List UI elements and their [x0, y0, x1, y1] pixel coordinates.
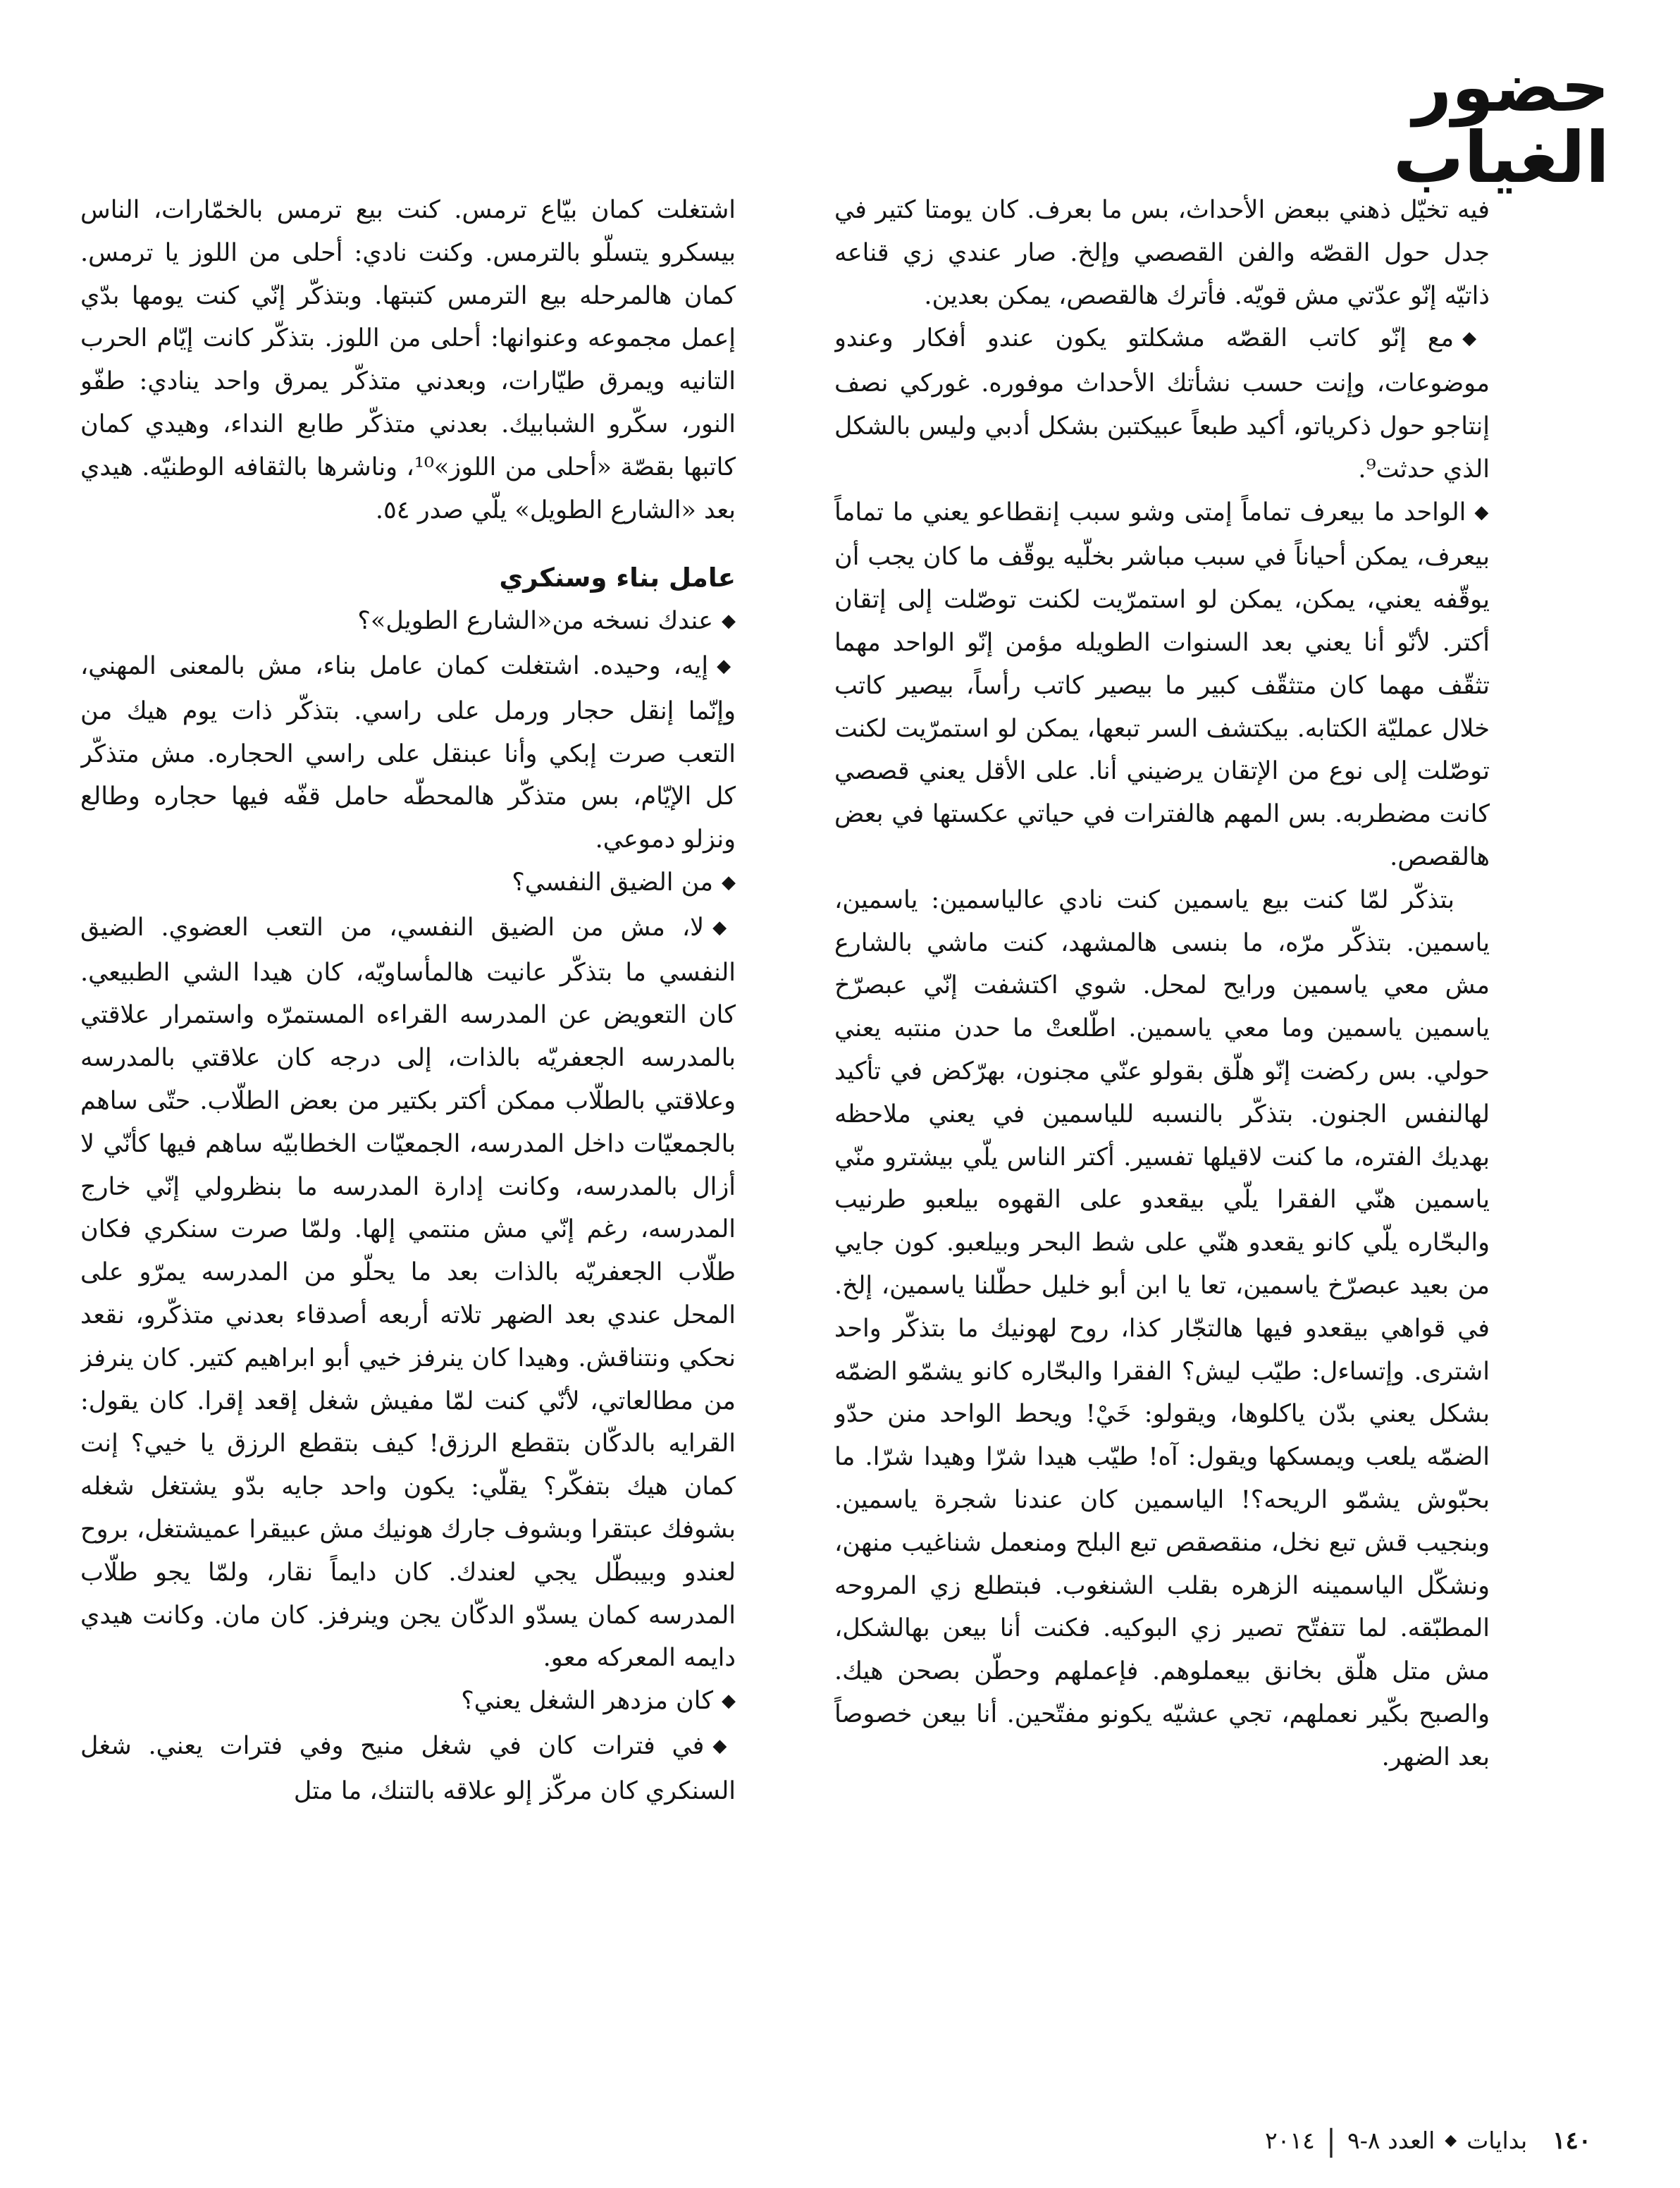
page-footer	[1265, 2123, 1591, 2158]
left-column	[80, 189, 736, 2057]
paragraph: فيه تخيّل ذهني ببعض الأحداث، بس ما بعرف. كان يومتا كتير في جدل حول القصّه والفن القصصي وإلخ. صار عندي زي قناعه ذاتيّه إنّو عدّتي مش قويّه. فأترك هالقصص، يمكن بعدين.	[834, 196, 1490, 310]
section-heading: عامل بناء وسنكري	[499, 563, 736, 594]
answer: ◆ الواحد ما بيعرف تماماً إمتى وشو سبب إنقطاعو يعني ما تماماً بيعرف، يمكن أحياناً في سبب مباشر بخلّيه يوقّف ما كان يجب أن يوقّفه يعني، يمكن، يمكن لو استمرّيت لكنت توصّلت إلى إتقان أكتر. لأنّو أنا يعني بعد السنوات الطويله مؤمن إنّو الواحد مهما تثقّف مهما كان متثقّف كبير ما بيصير كاتب رأساً، بيصير كاتب خلال عمليّة الكتابه. بيكتشف السر تبعها، يمكن لو استمرّيت لكنت توصّلت إلى نوع من الإتقان يرضيني أنا. على الأقل يعني قصصي كانت مضطربه. بس المهم هالفترات في حياتي عكستها في بعض هالقصص.	[834, 491, 1490, 879]
answer: ◆ لا، مش من الضيق النفسي، من التعب العضوي. الضيق النفسي ما بتذكّر عانيت هالمأساويّه، كان هيدا الشي الطبيعي. كان التعويض عن المدرسه القراءه المستمرّه واستمرار علاقتي بالمدرسه الجعفريّه بالذات، إلى درجه كان علاقتي بالمدرسه وعلاقتي بالطلّاب ممكن أكتر بكتير من بعض الطلّاب. حتّى ساهم بالجمعيّات داخل المدرسه، الجمعيّات الخطابيّه ساهم فيها كأنّي لا أزال بالمدرسه، وكانت إدارة المدرسه ما بنظرولي إنّي خارج المدرسه، رغم إنّي مش منتمي إلها. ولمّا صرت سنكري فكان طلّاب الجعفريّه بالذات بعد ما يحلّو من المدرسه يمرّو على المحل عندي بعد الضهر تلاته أربعه أصدقاء بعدني متذكّرو، نقعد نحكي ونتناقش. وهيدا كان ينرفز خيي أبو ابراهيم كتير. كان ينرفز من مطالعاتي، لأنّي كنت لمّا مفيش شغل إقعد إقرا. كان يقول: القرايه بالدكّان بتقطع الرزق! كيف بتقطع الرزق يا خيي؟ إنت كمان هيك بتفكّر؟ يقلّي: يكون واحد جايه بدّو يشتغل شغله بشوفك عبتقرا وبشوف جارك هونيك مش عبيقرا عميشتغل، بروح لعندو وبيبطّل يجي لعندك. كان دايماً نقار، ولمّا يجو طلّاب المدرسه كمان يسدّو الدكّان يجن وينرفز. كان مان. وكانت هيدي دايمه المعركه معو.	[80, 906, 736, 1680]
right-column	[834, 189, 1490, 2057]
logo-line-2: الغياب	[1392, 116, 1610, 199]
issue-number: العدد ٨-٩	[1347, 2127, 1435, 2154]
question: ◆ كان مزدهر الشغل يعني؟	[80, 1680, 736, 1725]
section-logo	[1384, 48, 1610, 199]
question: ◆ عندك نسخه من«الشارع الطويل»؟	[80, 600, 736, 645]
diamond-icon: ◆	[1445, 2132, 1457, 2149]
logo-line-1: حضور	[1412, 48, 1610, 127]
paragraph: بتذكّر لمّا كنت بيع ياسمين كنت نادي عالياسمين: ياسمين، ياسمين. بتذكّر مرّه، ما بنسى هالمشهد، كنت ماشي بالشارع مش معي ياسمين ورايح لمحل. شوي اكتشفت إنّي عبصرّخ ياسمين ياسمين وما معي ياسمين. اطّلعتْ ما حدن منتبه يعني حولي. بس ركضت إنّو هلّق بقولو عنّي مجنون، بهرّكض في تأكيد لهالنفس الجنون. بتذكّر بالنسبه للياسمين في يعني ملاحظه بهديك الفتره، ما كنت لاقيلها تفسير. أكتر الناس يلّي بيشترو منّي ياسمين هنّي الفقرا يلّي بيقعدو على القهوه بيلعبو طرنيب والبحّاره يلّي كانو يقعدو هنّي على شط البحر وبيلعبو. كون جايي من بعيد عبصرّخ ياسمين، تعا يا ابن أبو خليل حطّلنا ياسمين، إلخ. في قواهي بيقعدو فيها هالتجّار كذا، روح لهونيك ما بتذكّر واحد اشترى. وإتساءل: طيّب ليش؟ الفقرا والبحّاره كانو يشمّو الضمّه بشكل يعني بدّن ياكلوها، ويقولو: خَيْ! ويحط الواحد منن حدّو الضمّه يلعب ويمسكها ويقول: آه! طيّب هيدا شرّا وهيدا شرّا. ما بحبّوش يشمّو الريحه؟! الياسمين كان عندنا شجرة ياسمين. وبنجيب قش تبع نخل، منقصقص تبع البلح ومنعمل شناغيب منهن، ونشكّل الياسمينه الزهره بقلب الشنغوب. فبتطلع زي المروحه المطبّقه. لما تتفتّح تصير زي البوكيه. فكنت أنا بيعن بهالشكل، مش متل هلّق بخانق بيعملوهم. فإعملهم وحطّن بصحن هيك. والصبح بكّير نعملهم، تجي عشيّه يكونو مفتّحين. أنا بيعن خصوصاً بعد الضهر.	[834, 885, 1490, 1771]
question: ◆ من الضيق النفسي؟	[80, 861, 736, 906]
year: ٢٠١٤	[1264, 2127, 1315, 2154]
separator: |	[1326, 2123, 1337, 2158]
magazine-name: بدايات	[1466, 2127, 1528, 2154]
page-number: ١٤٠	[1552, 2126, 1591, 2155]
question: ◆ مع إنّو كاتب القصّه مشكلتو يكون عندو أفكار وعندو موضوعات، وإنت حسب نشأتك الأحداث موفوره. غوركي نصف إنتاجو حول ذكرياتو، أكيد طبعاً عبيكتبن بشكل أدبي وليس بالشكل الذي حدثت⁹.	[834, 317, 1490, 491]
paragraph: اشتغلت كمان بيّاع ترمس. كنت بيع ترمس بالخمّارات، الناس بيسكرو يتسلّو بالترمس. وكنت نادي: أحلى من اللوز يا ترمس. كمان هالمرحله بيع الترمس كتبتها. وبتذكّر إنّي كنت يومها بدّي إعمل مجموعه وعنوانها: أحلى من اللوز. بتذكّر كانت إيّام الحرب التانيه ويمرق طيّارات، وبعدني متذكّر يمرق واحد ينادي: طفّو النور، سكّرو الشبابيك. بعدني متذكّر طابع النداء، وهيدي كمان كاتبها بقصّة «أحلى من اللوز»¹⁰، وناشرها بالثقافه الوطنيّه. هيدي بعد «الشارع الطويل» يلّي صدر ٥٤.	[80, 196, 736, 524]
answer: ◆ إيه، وحيده. اشتغلت كمان عامل بناء، مش بالمعنى المهني، وإنّما إنقل حجار ورمل على راسي. بتذكّر ذات يوم هيك من التعب صرت إبكي وأنا عبنقل على راسي الحجاره. مش متذكّر كل الإيّام، بس متذكّر هالمحطّه حامل قفّه فيها حجاره وطالع ونزلو دموعي.	[80, 645, 736, 861]
answer: ◆ في فترات كان في شغل منيح وفي فترات يعني. شغل السنكري كان مركّز إلو علاقه بالتنك، ما متل	[80, 1725, 736, 1813]
